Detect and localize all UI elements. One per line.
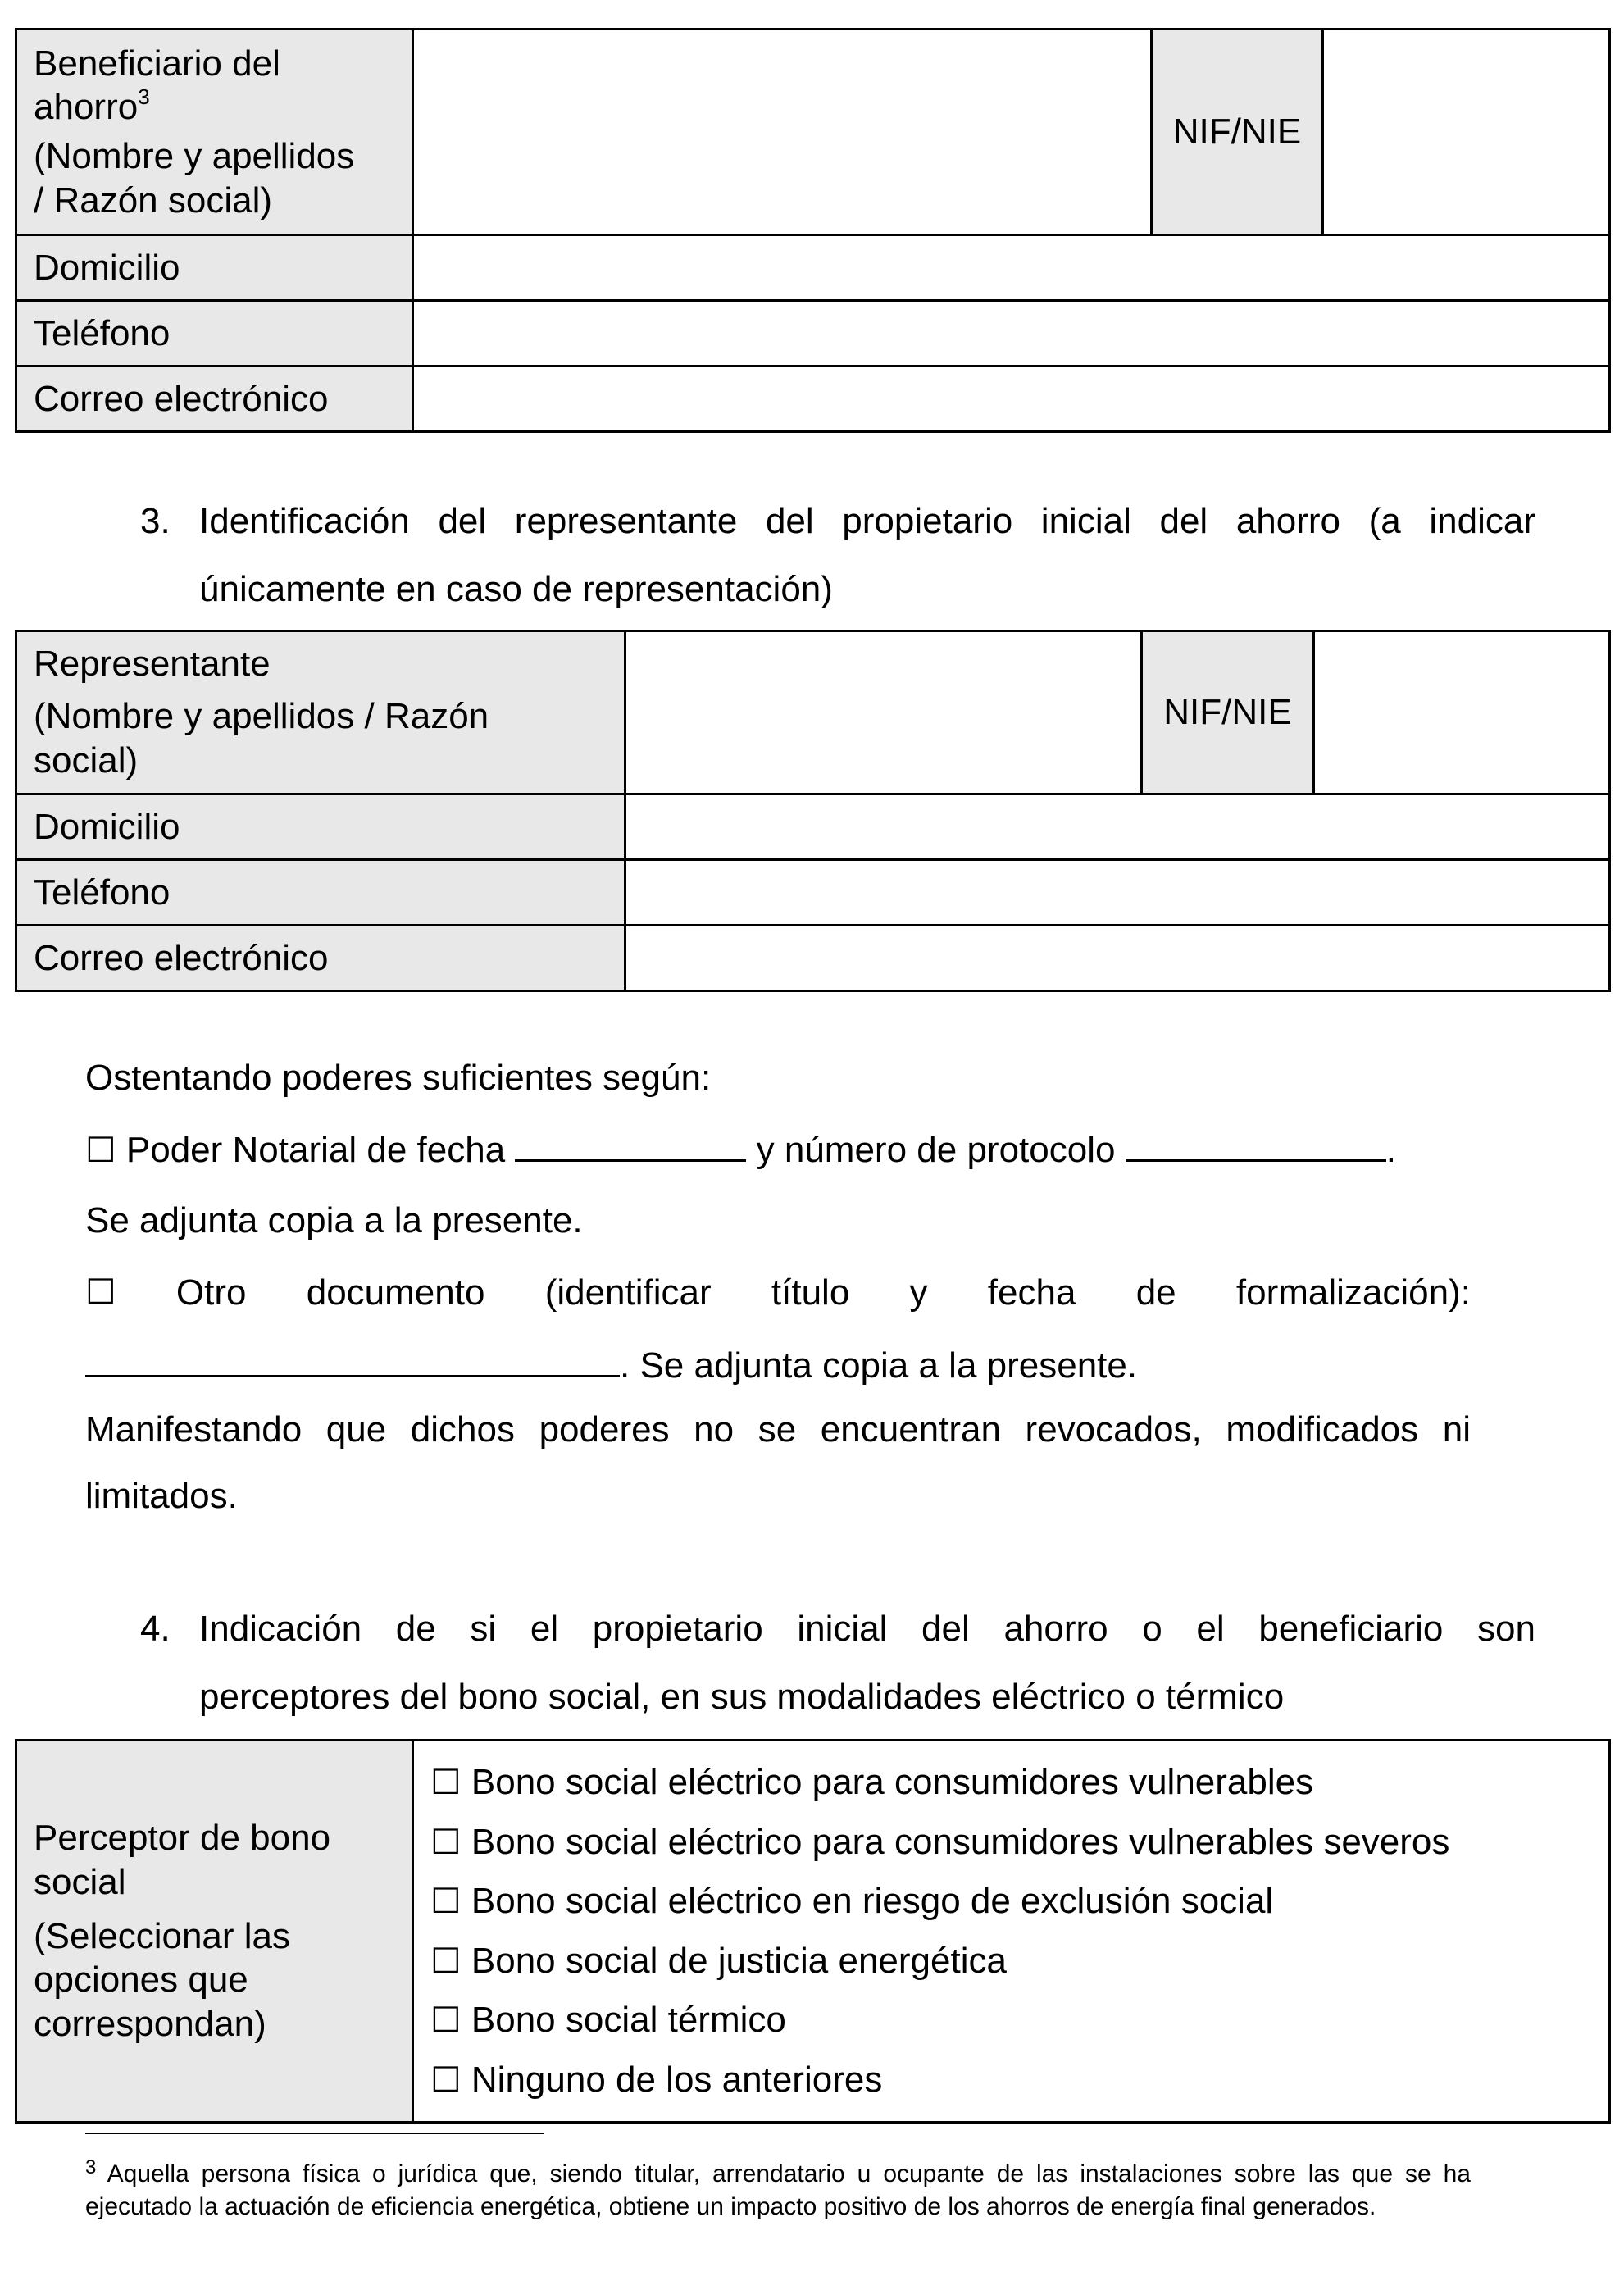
- beneficiary-phone-field[interactable]: [413, 301, 1610, 366]
- representative-address-label: Domicilio: [16, 794, 625, 860]
- section4-title-line2: perceptores del bono social, en sus modalidades eléctrico o térmico: [199, 1677, 1285, 1717]
- bono-option-justicia-energetica[interactable]: ☐ Bono social de justicia energética: [430, 1940, 1007, 1981]
- representative-table: [15, 630, 1611, 992]
- representative-name-field[interactable]: [625, 631, 1142, 794]
- section4-title-line1: Indicación de si el propietario inicial del ahorro o el beneficiario son: [199, 1609, 1535, 1649]
- representative-label: Representante (Nombre y apellidos / Razón social): [16, 631, 625, 794]
- footnote: [85, 2158, 1471, 2224]
- protocol-number-blank[interactable]: [1126, 1131, 1386, 1162]
- section3-title-line1: Identificación del representante del propietario inicial del ahorro (a indicar: [199, 501, 1535, 541]
- representative-phone-label: Teléfono: [16, 860, 625, 926]
- powers-option2-line2: . Se adjunta copia a la presente.: [85, 1347, 1471, 1384]
- beneficiary-nif-label: NIF/NIE: [1152, 30, 1323, 235]
- bono-social-table: [15, 1739, 1611, 2124]
- checkbox-icon[interactable]: ☐: [430, 1941, 462, 1980]
- representative-nif-field[interactable]: [1314, 631, 1610, 794]
- notarial-label: Poder Notarial de fecha: [125, 1130, 506, 1170]
- beneficiary-phone-label: Teléfono: [16, 301, 413, 366]
- bono-option-vulnerables-severos[interactable]: ☐ Bono social eléctrico para consumidores vulnerables severos: [430, 1821, 1450, 1862]
- bono-option-exclusion-social[interactable]: ☐ Bono social eléctrico en riesgo de exclusión social: [430, 1881, 1274, 1921]
- section4-heading: [140, 1595, 1535, 1663]
- footnote-ref: 3: [138, 84, 150, 110]
- beneficiary-address-field[interactable]: [413, 235, 1610, 301]
- notarial-date-blank[interactable]: [515, 1131, 746, 1162]
- representative-nif-label: NIF/NIE: [1142, 631, 1314, 794]
- powers-intro: Ostentando poderes suficientes según:: [85, 1058, 712, 1098]
- beneficiary-email-field[interactable]: [413, 366, 1610, 432]
- beneficiary-label: Beneficiario del ahorro$^3$ (Nombre y apellidos / Razón social): [16, 30, 413, 235]
- bono-option-termico[interactable]: ☐ Bono social térmico: [430, 2000, 786, 2040]
- footnote-marker: 3: [85, 2156, 97, 2178]
- beneficiary-table: [15, 28, 1611, 433]
- section4-number: 4.: [140, 1609, 171, 1649]
- representative-email-label: Correo electrónico: [16, 926, 625, 991]
- beneficiary-name-field[interactable]: [413, 30, 1152, 235]
- checkbox-notarial[interactable]: ☐: [85, 1131, 116, 1169]
- bono-option-ninguno[interactable]: ☐ Ninguno de los anteriores: [430, 2059, 883, 2100]
- checkbox-other-document[interactable]: ☐: [85, 1272, 116, 1311]
- section3-title-line2: únicamente en caso de representación): [199, 569, 833, 609]
- powers-manifest-line2: limitados.: [85, 1476, 238, 1516]
- powers-option2: ☐ Otro documento (identificar título y fecha de formalización):: [85, 1272, 1471, 1313]
- beneficiary-email-label: Correo electrónico: [16, 366, 413, 432]
- footnote-separator: [85, 2133, 544, 2134]
- footnote-text: Aquella persona física o jurídica que, siendo titular, arrendatario u ocupante de las instalaciones sobre las que se ha ejecutado la actuación de eficiencia energética, obtiene un impacto positivo de los ahorros de energía final generados.: [85, 2160, 1471, 2220]
- section3-heading: [140, 487, 1535, 555]
- representative-phone-field[interactable]: [625, 860, 1610, 926]
- other-document-blank[interactable]: [85, 1347, 620, 1377]
- checkbox-icon[interactable]: ☐: [430, 1882, 462, 1920]
- bono-option-vulnerables[interactable]: ☐ Bono social eléctrico para consumidores vulnerables: [430, 1762, 1314, 1802]
- section3-number: 3.: [140, 501, 171, 541]
- bono-social-label: Perceptor de bono social (Seleccionar las opciones que correspondan): [16, 1741, 413, 2123]
- checkbox-icon[interactable]: ☐: [430, 2060, 462, 2099]
- representative-address-field[interactable]: [625, 794, 1610, 860]
- representative-email-field[interactable]: [625, 926, 1610, 991]
- powers-attach: Se adjunta copia a la presente.: [85, 1200, 583, 1240]
- beneficiary-nif-field[interactable]: [1323, 30, 1610, 235]
- checkbox-icon[interactable]: ☐: [430, 1763, 462, 1801]
- powers-manifest-line1: Manifestando que dichos poderes no se encuentran revocados, modificados ni: [85, 1409, 1471, 1450]
- checkbox-icon[interactable]: ☐: [430, 1822, 462, 1861]
- powers-option1: ☐ Poder Notarial de fecha y número de protocolo .: [85, 1130, 1396, 1170]
- bono-social-options: [413, 1741, 1610, 2123]
- checkbox-icon[interactable]: ☐: [430, 2001, 462, 2039]
- protocol-label: y número de protocolo: [756, 1130, 1116, 1170]
- beneficiary-address-label: Domicilio: [16, 235, 413, 301]
